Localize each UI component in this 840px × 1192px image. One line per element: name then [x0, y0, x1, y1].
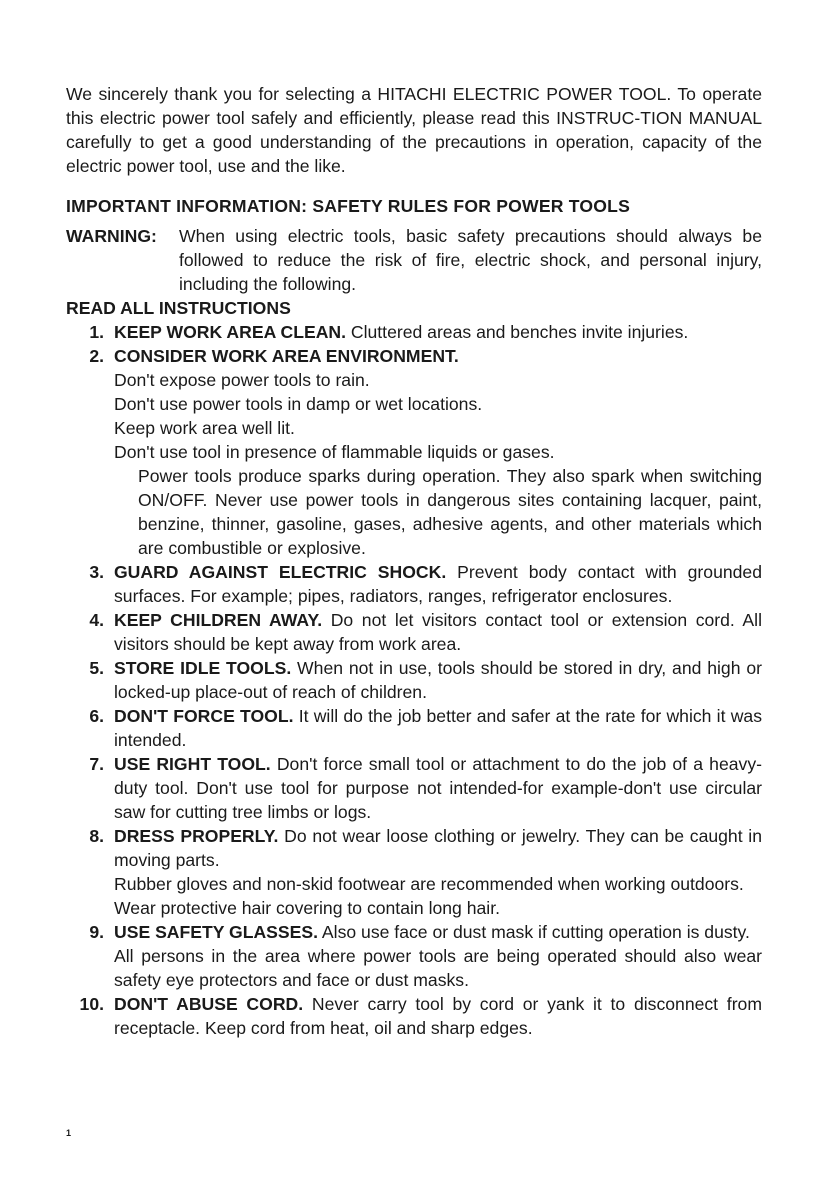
page-number: 1	[66, 1128, 72, 1138]
rule-text: Never carry tool by cord or yank it to disconnect from receptacle. Keep cord from heat, oil and sharp edges.	[114, 994, 762, 1038]
rule-subline: Rubber gloves and non-skid footwear are recommended when working outdoors.	[114, 874, 744, 894]
warning-label: WARNING:	[66, 226, 157, 246]
rule-title: STORE IDLE TOOLS.	[114, 658, 292, 678]
rule-item-9	[66, 920, 762, 992]
rule-title: DON'T ABUSE CORD.	[114, 994, 304, 1014]
rule-number: 2.	[89, 346, 104, 366]
rule-title: USE RIGHT TOOL.	[114, 754, 271, 774]
rule-item-3	[66, 560, 762, 608]
rule-number: 8.	[89, 826, 104, 846]
rule-subline: Don't use tool in presence of flammable liquids or gases.	[114, 442, 555, 462]
rule-title: KEEP WORK AREA CLEAN.	[114, 322, 346, 342]
rule-number: 6.	[89, 706, 104, 726]
rule-title: DRESS PROPERLY.	[114, 826, 279, 846]
warning-text: When using electric tools, basic safety precautions should always be followed to reduce the risk of fire, electric shock, and personal injury, including the following.	[179, 226, 762, 294]
rule-item-8	[66, 824, 762, 920]
rule-title: GUARD AGAINST ELECTRIC SHOCK.	[114, 562, 447, 582]
read-all-instructions: READ ALL INSTRUCTIONS	[66, 298, 291, 318]
rule-text: Do not wear loose clothing or jewelry. They can be caught in moving parts.	[114, 826, 762, 870]
rule-text: Don't force small tool or attachment to do the job of a heavy-duty tool. Don't use tool for purpose not intended-for example-don't use circular saw for cutting tree limbs or logs.	[114, 754, 762, 822]
rule-item-5	[66, 656, 762, 704]
rule-title: DON'T FORCE TOOL.	[114, 706, 294, 726]
rule-subline: Keep work area well lit.	[114, 418, 295, 438]
rule-title: USE SAFETY GLASSES.	[114, 922, 319, 942]
warning-block	[66, 224, 762, 296]
rule-text: It will do the job better and safer at the rate for which it was intended.	[114, 706, 762, 750]
rule-text: Prevent body contact with grounded surfaces. For example; pipes, radiators, ranges, refrigerator enclosures.	[114, 562, 762, 606]
rule-number: 3.	[89, 562, 104, 582]
rule-item-1	[66, 320, 762, 344]
rule-subline: Wear protective hair covering to contain long hair.	[114, 898, 500, 918]
rule-item-7	[66, 752, 762, 824]
rule-subnote: Power tools produce sparks during operation. They also spark when switching ON/OFF. Never use power tools in dangerous sites containing lacquer, paint, benzine, thinner, gasoline, gases, adhesive agents, and other materials which are combustible or explosive.	[138, 466, 762, 558]
rule-number: 1.	[89, 322, 104, 342]
rule-number: 9.	[89, 922, 104, 942]
manual-page	[66, 82, 762, 1040]
rule-subline: All persons in the area where power tools are being operated should also wear safety eye protectors and face or dust masks.	[114, 946, 762, 990]
rule-text: When not in use, tools should be stored in dry, and high or locked-up place-out of reach of children.	[114, 658, 762, 702]
rule-item-6	[66, 704, 762, 752]
rule-subline: Don't expose power tools to rain.	[114, 370, 370, 390]
rule-number: 5.	[89, 658, 104, 678]
rule-text: Also use face or dust mask if cutting operation is dusty.	[318, 922, 750, 942]
rule-text: Cluttered areas and benches invite injuries.	[346, 322, 689, 342]
rule-text: Do not let visitors contact tool or extension cord. All visitors should be kept away from work area.	[114, 610, 762, 654]
safety-heading: IMPORTANT INFORMATION: SAFETY RULES FOR POWER TOOLS	[66, 196, 631, 216]
rule-number: 4.	[89, 610, 104, 630]
rule-number: 10.	[79, 994, 104, 1014]
rule-item-4	[66, 608, 762, 656]
rule-item-2	[66, 344, 762, 560]
intro-paragraph: We sincerely thank you for selecting a HITACHI ELECTRIC POWER TOOL. To operate this electric power tool safely and efficiently, please read this INSTRUC-TION MANUAL carefully to get a good understanding of the precautions in operation, capacity of the electric power tool, use and the like.	[66, 84, 762, 176]
rule-title: KEEP CHILDREN AWAY.	[114, 610, 323, 630]
rule-title: CONSIDER WORK AREA ENVIRONMENT.	[114, 346, 459, 366]
rule-number: 7.	[89, 754, 104, 774]
rule-subline: Don't use power tools in damp or wet locations.	[114, 394, 483, 414]
rule-item-10	[66, 992, 762, 1040]
